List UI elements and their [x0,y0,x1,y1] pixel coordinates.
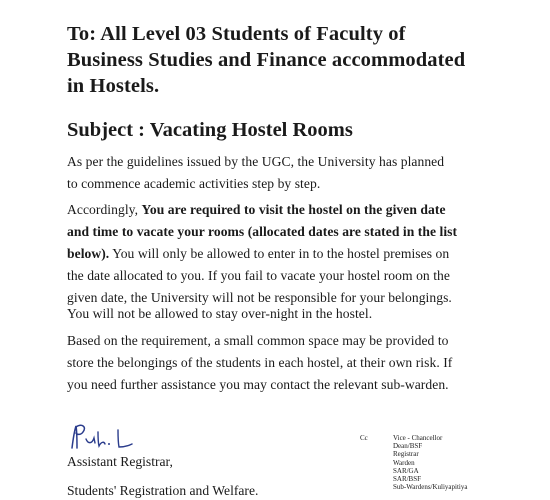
cc-item: SAR/BSF [393,475,422,484]
plain-text: You will only be allowed to enter in to the hostel premises on [109,246,450,261]
paragraph-overnight [67,303,537,325]
cc-item: Sub-Wardens/Kuliyapitiya [393,483,468,492]
emphasis-text: You are required to visit the hostel on the given date [141,202,446,217]
signatory-department: Students' Registration and Welfare. [67,483,259,498]
cc-item: SAR/GA [393,466,419,475]
heading-line: in Hostels. [67,75,160,97]
paragraph-line [67,243,537,265]
handwritten-signature [68,420,138,452]
paragraph-line: the date allocated to you. If you fail to vacate your hostel room on the [67,268,450,283]
paragraph-line: you need further assistance you may contact the relevant sub-warden. [67,377,449,392]
paragraph-line: You will not be allowed to stay over-night in the hostel. [67,306,373,321]
emphasis-text: and time to vacate your rooms (allocated dates are stated in the list [67,224,458,239]
paragraph-common-space [67,330,537,396]
paragraph-line [67,199,537,221]
subject-line: Subject : Vacating Hostel Rooms [67,119,353,141]
emphasis-text: below). [67,246,110,261]
paragraph-guidelines [67,151,537,195]
paragraph-line: given date, the University will not be responsible for your belongings. [67,290,452,305]
cc-list [393,434,467,491]
cc-item: Vice - Chancellor [393,434,443,442]
plain-text: Accordingly, [67,202,142,217]
cc-label: Cc [360,434,368,442]
notice-heading [67,21,537,99]
paragraph-instructions [67,199,537,309]
cc-item: Warden [393,458,415,467]
heading-line: Business Studies and Finance accommodated [67,49,466,71]
heading-line: To: All Level 03 Students of Faculty of [67,23,406,45]
cc-item: Dean/BSF [393,442,423,451]
signatory-title: Assistant Registrar, [67,454,173,469]
paragraph-line: Based on the requirement, a small common space may be provided to [67,333,449,348]
paragraph-line: to commence academic activities step by step. [67,176,321,191]
paragraph-line: As per the guidelines issued by the UGC, the University has planned [67,154,445,169]
paragraph-line [67,221,537,243]
cc-item: Registrar [393,450,419,459]
paragraph-line: store the belongings of the students in each hostel, at their own risk. If [67,355,453,370]
